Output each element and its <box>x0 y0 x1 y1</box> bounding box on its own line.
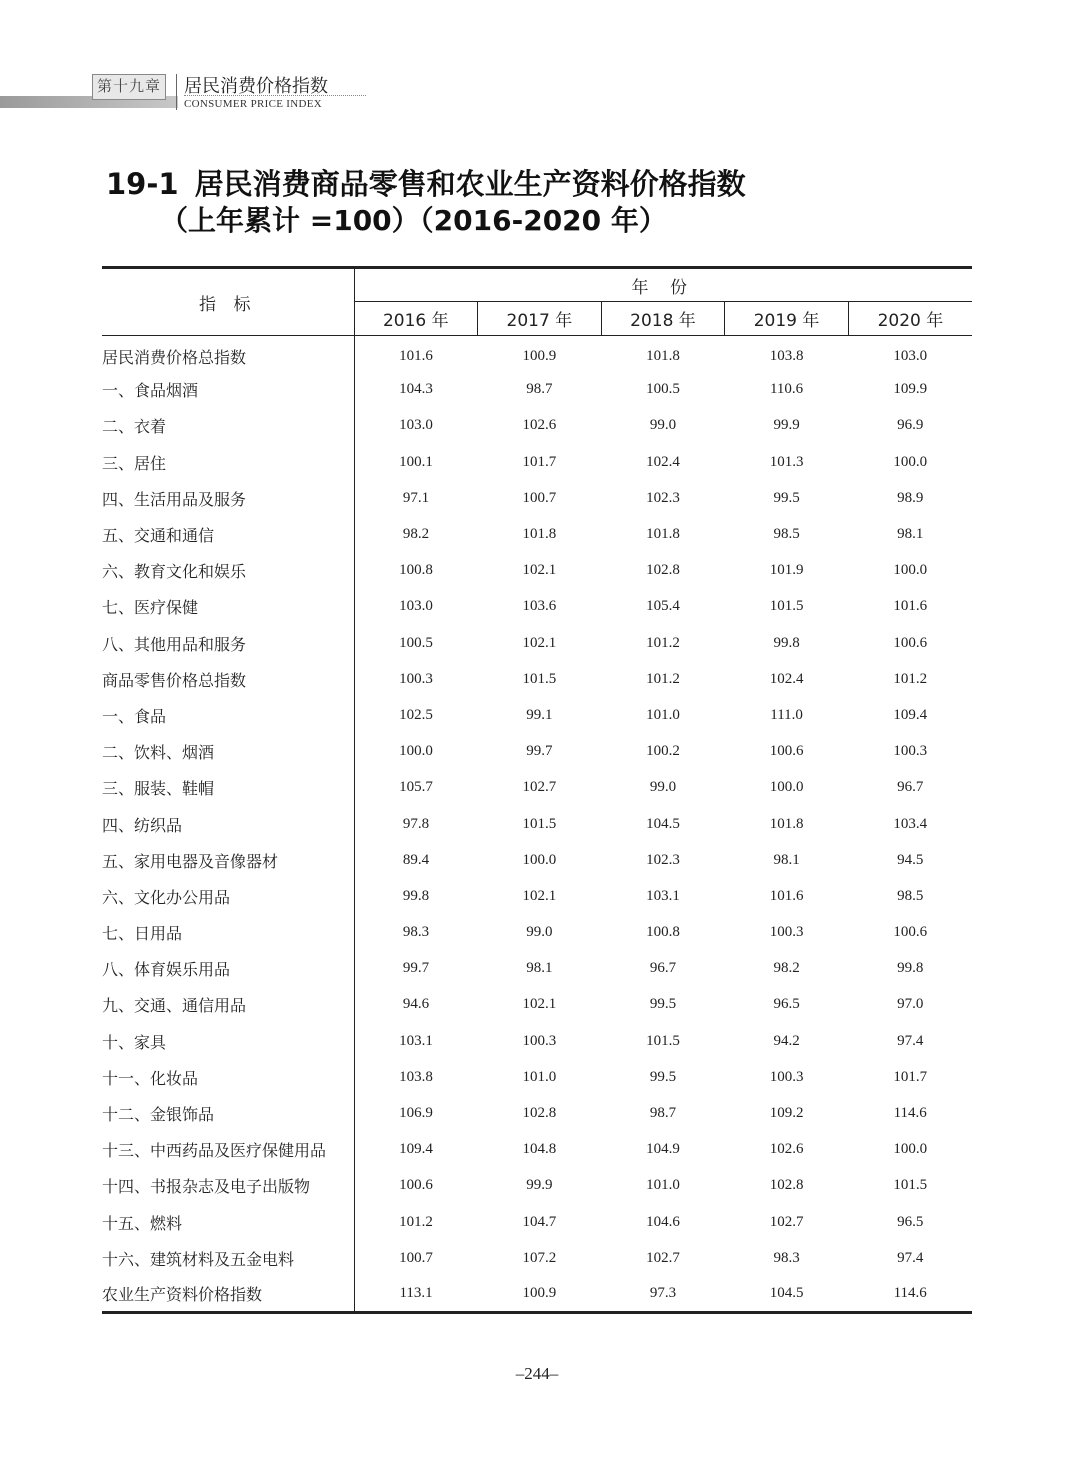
indicator-label: 居民消费价格总指数 <box>102 336 354 372</box>
header-separator <box>176 74 177 110</box>
table-row <box>102 589 972 625</box>
index-value-cell: 109.4 <box>399 1141 433 1158</box>
table-row <box>102 444 972 480</box>
index-value-cell: 113.1 <box>399 1285 433 1302</box>
index-value-cell: 100.0 <box>769 779 804 796</box>
table-row <box>102 987 972 1023</box>
index-value-cell: 101.2 <box>646 670 680 687</box>
index-value-cell: 101.7 <box>893 1068 928 1085</box>
year-group-header: 年 份 <box>354 268 972 302</box>
index-value-cell: 97.4 <box>897 1249 924 1266</box>
index-value-cell: 102.5 <box>399 706 433 723</box>
header-dotted-rule <box>184 95 366 96</box>
index-value-cell: 103.8 <box>769 347 804 364</box>
index-value-cell: 100.6 <box>893 924 928 941</box>
index-value-cell: 105.4 <box>646 598 680 615</box>
index-value-cell: 94.5 <box>897 851 924 868</box>
index-value-cell: 99.9 <box>526 1177 553 1194</box>
table-row <box>102 408 972 444</box>
indicator-label: 八、体育娱乐用品 <box>102 951 354 987</box>
year-header: 2018 年 <box>601 302 725 336</box>
index-value-cell: 102.4 <box>769 670 804 687</box>
table-title-text: 居民消费商品零售和农业生产资料价格指数 <box>194 167 746 201</box>
indicator-label: 六、文化办公用品 <box>102 878 354 914</box>
index-value-cell: 100.8 <box>646 924 680 941</box>
index-value-cell: 97.3 <box>649 1285 677 1302</box>
index-value-cell: 100.3 <box>769 924 804 941</box>
index-value-cell: 101.5 <box>522 670 557 687</box>
index-value-cell: 99.7 <box>402 960 430 977</box>
index-value-cell: 100.5 <box>399 634 433 651</box>
table-row <box>102 915 972 951</box>
index-value-cell: 98.1 <box>526 960 553 977</box>
index-value-cell: 96.7 <box>897 779 924 796</box>
index-value-cell: 101.3 <box>769 453 804 470</box>
index-value-cell: 99.5 <box>773 489 800 506</box>
year-header: 2019 年 <box>725 302 849 336</box>
index-value-cell: 101.0 <box>646 1177 680 1194</box>
index-value-cell: 99.9 <box>773 417 800 434</box>
index-value-cell: 102.3 <box>646 851 680 868</box>
index-value-cell: 101.7 <box>522 453 557 470</box>
index-value-cell: 100.3 <box>522 1032 557 1049</box>
index-value-cell: 104.5 <box>769 1285 804 1302</box>
index-value-cell: 102.4 <box>646 453 680 470</box>
index-value-cell: 100.0 <box>893 1141 928 1158</box>
index-value-cell: 100.5 <box>646 381 680 398</box>
running-header-title: 居民消费价格指数 <box>184 76 328 97</box>
indicator-label: 十、家具 <box>102 1023 354 1059</box>
index-value-cell: 104.3 <box>399 381 433 398</box>
index-value-cell: 109.2 <box>769 1105 804 1122</box>
price-index-table <box>102 266 972 1314</box>
indicator-label: 农业生产资料价格指数 <box>102 1276 354 1312</box>
index-value-cell: 101.5 <box>769 598 804 615</box>
index-value-cell: 100.0 <box>893 453 928 470</box>
index-value-cell: 103.0 <box>893 347 928 364</box>
indicator-label: 四、生活用品及服务 <box>102 480 354 516</box>
table-title-subline: （上年累计 =100）（2016-2020 年） <box>160 204 667 237</box>
index-value-cell: 98.7 <box>649 1105 677 1122</box>
index-value-cell: 101.2 <box>893 670 928 687</box>
index-value-cell: 100.6 <box>893 634 928 651</box>
index-value-cell: 94.2 <box>773 1032 800 1049</box>
index-value-cell: 102.7 <box>646 1249 680 1266</box>
indicator-label: 三、服装、鞋帽 <box>102 770 354 806</box>
index-value-cell: 101.5 <box>646 1032 680 1049</box>
table-row <box>102 553 972 589</box>
table-row <box>102 806 972 842</box>
index-value-cell: 96.5 <box>897 1213 924 1230</box>
index-value-cell: 99.7 <box>526 743 553 760</box>
indicator-label: 一、食品 <box>102 697 354 733</box>
indicator-label: 十一、化妆品 <box>102 1059 354 1095</box>
table-row <box>102 878 972 914</box>
index-value-cell: 96.5 <box>773 996 800 1013</box>
indicator-label: 十四、书报杂志及电子出版物 <box>102 1168 354 1204</box>
indicator-column-header: 指 标 <box>102 268 354 336</box>
indicator-label: 二、饮料、烟酒 <box>102 734 354 770</box>
index-value-cell: 101.2 <box>646 634 680 651</box>
chapter-label: 第十九章 <box>92 74 166 100</box>
table-row <box>102 1204 972 1240</box>
index-value-cell: 96.7 <box>649 960 677 977</box>
indicator-label: 七、医疗保健 <box>102 589 354 625</box>
year-header: 2016 年 <box>354 302 478 336</box>
index-value-cell: 103.4 <box>893 815 928 832</box>
index-value-cell: 101.6 <box>769 887 804 904</box>
index-value-cell: 100.9 <box>522 347 557 364</box>
table-row <box>102 951 972 987</box>
index-value-cell: 102.3 <box>646 489 680 506</box>
index-value-cell: 89.4 <box>402 851 430 868</box>
year-header: 2017 年 <box>478 302 602 336</box>
index-value-cell: 101.5 <box>522 815 557 832</box>
page-number: –244– <box>515 1364 559 1383</box>
indicator-label: 四、纺织品 <box>102 806 354 842</box>
index-value-cell: 107.2 <box>522 1249 557 1266</box>
indicator-label: 三、居住 <box>102 444 354 480</box>
index-value-cell: 96.9 <box>897 417 924 434</box>
table-row <box>102 1240 972 1276</box>
indicator-label: 六、教育文化和娱乐 <box>102 553 354 589</box>
index-value-cell: 101.9 <box>769 562 804 579</box>
index-value-cell: 111.0 <box>770 706 803 723</box>
table-row <box>102 842 972 878</box>
table-row <box>102 1095 972 1131</box>
table-row <box>102 1276 972 1312</box>
index-value-cell: 104.5 <box>646 815 680 832</box>
table-title <box>106 162 746 203</box>
table-number: 19-1 <box>106 167 179 201</box>
index-value-cell: 98.2 <box>402 526 430 543</box>
index-value-cell: 103.1 <box>646 887 680 904</box>
index-value-cell: 100.9 <box>522 1285 557 1302</box>
index-value-cell: 100.7 <box>399 1249 433 1266</box>
table-row <box>102 1168 972 1204</box>
indicator-label: 十二、金银饰品 <box>102 1095 354 1131</box>
index-value-cell: 114.6 <box>893 1105 927 1122</box>
table-row <box>102 480 972 516</box>
indicator-label: 九、交通、通信用品 <box>102 987 354 1023</box>
index-value-cell: 98.3 <box>773 1249 800 1266</box>
table-row <box>102 661 972 697</box>
index-value-cell: 104.6 <box>646 1213 680 1230</box>
index-value-cell: 98.5 <box>773 526 800 543</box>
index-value-cell: 97.0 <box>897 996 924 1013</box>
index-value-cell: 109.4 <box>893 706 928 723</box>
index-value-cell: 97.8 <box>402 815 430 832</box>
index-value-cell: 97.4 <box>897 1032 924 1049</box>
index-value-cell: 97.1 <box>402 489 430 506</box>
index-value-cell: 98.5 <box>897 887 924 904</box>
table-row <box>102 372 972 408</box>
table-row <box>102 734 972 770</box>
index-value-cell: 100.0 <box>399 743 433 760</box>
table-row <box>102 625 972 661</box>
index-value-cell: 104.7 <box>522 1213 557 1230</box>
index-value-cell: 103.6 <box>522 598 557 615</box>
table-row <box>102 516 972 552</box>
index-value-cell: 104.8 <box>522 1141 557 1158</box>
table-row <box>102 770 972 806</box>
index-value-cell: 105.7 <box>399 779 433 796</box>
index-value-cell: 100.0 <box>893 562 928 579</box>
index-value-cell: 109.9 <box>893 381 928 398</box>
index-value-cell: 98.1 <box>897 526 924 543</box>
index-value-cell: 100.6 <box>399 1177 433 1194</box>
indicator-label: 二、衣着 <box>102 408 354 444</box>
index-value-cell: 98.2 <box>773 960 800 977</box>
index-value-cell: 98.3 <box>402 924 430 941</box>
index-value-cell: 103.0 <box>399 417 433 434</box>
index-value-cell: 101.6 <box>399 347 433 364</box>
index-value-cell: 99.0 <box>526 924 553 941</box>
index-value-cell: 101.8 <box>522 526 557 543</box>
table-row <box>102 697 972 733</box>
index-value-cell: 102.7 <box>769 1213 804 1230</box>
indicator-label: 一、食品烟酒 <box>102 372 354 408</box>
index-value-cell: 99.8 <box>402 887 430 904</box>
indicator-label: 五、交通和通信 <box>102 516 354 552</box>
index-value-cell: 101.8 <box>646 347 680 364</box>
index-value-cell: 100.3 <box>769 1068 804 1085</box>
table-row <box>102 1132 972 1168</box>
index-value-cell: 100.7 <box>522 489 557 506</box>
table-row <box>102 1023 972 1059</box>
index-value-cell: 102.8 <box>769 1177 804 1194</box>
index-value-cell: 100.3 <box>399 670 433 687</box>
index-value-cell: 102.7 <box>522 779 557 796</box>
index-value-cell: 103.0 <box>399 598 433 615</box>
index-value-cell: 102.8 <box>646 562 680 579</box>
running-header-subtitle: CONSUMER PRICE INDEX <box>184 98 323 110</box>
index-value-cell: 101.5 <box>893 1177 928 1194</box>
index-value-cell: 99.8 <box>773 634 800 651</box>
index-value-cell: 102.6 <box>522 417 557 434</box>
table-row <box>102 336 972 372</box>
index-value-cell: 98.1 <box>773 851 800 868</box>
table-row <box>102 1059 972 1095</box>
indicator-label: 十三、中西药品及医疗保健用品 <box>102 1132 354 1168</box>
index-value-cell: 114.6 <box>893 1285 927 1302</box>
index-value-cell: 99.8 <box>897 960 924 977</box>
index-value-cell: 100.0 <box>522 851 557 868</box>
index-value-cell: 101.2 <box>399 1213 433 1230</box>
index-value-cell: 106.9 <box>399 1105 433 1122</box>
index-value-cell: 104.9 <box>646 1141 680 1158</box>
index-value-cell: 101.8 <box>769 815 804 832</box>
index-value-cell: 99.1 <box>526 706 553 723</box>
indicator-label: 十六、建筑材料及五金电料 <box>102 1240 354 1276</box>
index-value-cell: 103.8 <box>399 1068 433 1085</box>
index-value-cell: 110.6 <box>769 381 804 398</box>
index-value-cell: 99.5 <box>649 1068 677 1085</box>
index-value-cell: 101.0 <box>646 706 680 723</box>
index-value-cell: 101.0 <box>522 1068 557 1085</box>
index-value-cell: 100.3 <box>893 743 928 760</box>
indicator-label: 商品零售价格总指数 <box>102 661 354 697</box>
index-value-cell: 100.1 <box>399 453 433 470</box>
index-value-cell: 103.1 <box>399 1032 433 1049</box>
index-value-cell: 102.6 <box>769 1141 804 1158</box>
index-value-cell: 100.8 <box>399 562 433 579</box>
index-value-cell: 101.6 <box>893 598 928 615</box>
index-value-cell: 102.8 <box>522 1105 557 1122</box>
index-value-cell: 99.5 <box>649 996 677 1013</box>
index-value-cell: 102.1 <box>522 887 557 904</box>
index-value-cell: 98.9 <box>897 489 924 506</box>
year-header: 2020 年 <box>848 302 972 336</box>
index-value-cell: 94.6 <box>402 996 430 1013</box>
index-value-cell: 101.8 <box>646 526 680 543</box>
indicator-label: 五、家用电器及音像器材 <box>102 842 354 878</box>
indicator-label: 十五、燃料 <box>102 1204 354 1240</box>
index-value-cell: 102.1 <box>522 562 557 579</box>
index-value-cell: 102.1 <box>522 996 557 1013</box>
index-value-cell: 99.0 <box>649 779 677 796</box>
indicator-label: 七、日用品 <box>102 915 354 951</box>
index-value-cell: 99.0 <box>649 417 677 434</box>
index-value-cell: 102.1 <box>522 634 557 651</box>
index-value-cell: 98.7 <box>526 381 553 398</box>
index-value-cell: 100.6 <box>769 743 804 760</box>
indicator-label: 八、其他用品和服务 <box>102 625 354 661</box>
index-value-cell: 100.2 <box>646 743 680 760</box>
